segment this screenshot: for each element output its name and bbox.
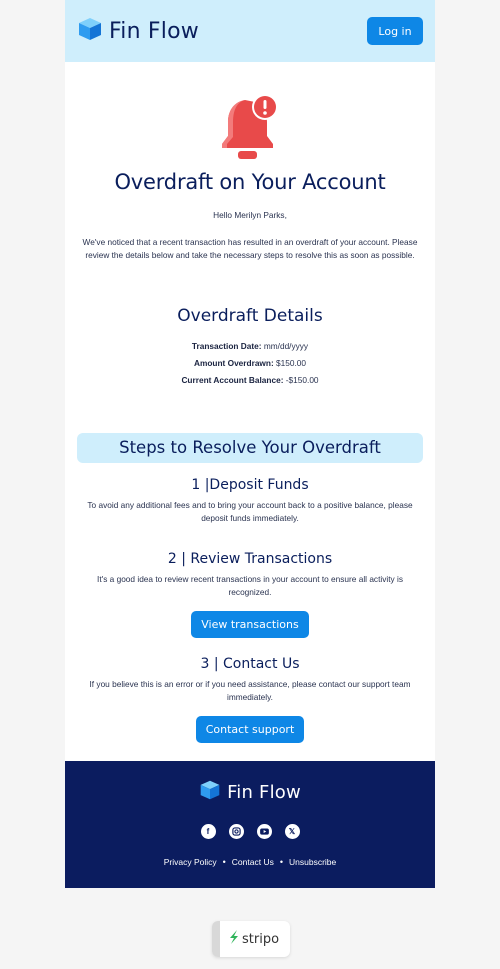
detail-row-transaction-date xyxy=(65,338,435,355)
step-title: 2 | Review Transactions xyxy=(167,550,333,567)
stripo-logo-icon xyxy=(228,929,240,950)
contact-support-button[interactable]: Contact support xyxy=(196,716,304,743)
step-review-transactions xyxy=(65,551,435,638)
contact-us-link[interactable]: Contact Us xyxy=(231,856,274,867)
steps-banner-title: Steps to Resolve Your Overdraft xyxy=(119,438,381,457)
cube-logo-icon xyxy=(199,779,221,806)
details-title: Overdraft Details xyxy=(177,305,323,326)
detail-label: Current Account Balance: xyxy=(181,374,284,385)
footer-brand-name: Fin Flow xyxy=(227,781,301,803)
details-list xyxy=(65,338,435,389)
footer xyxy=(65,761,435,888)
x-icon[interactable]: 𝕏 xyxy=(285,824,300,839)
greeting-text: Hello Merilyn Parks, xyxy=(213,210,287,220)
brand-name: Fin Flow xyxy=(109,18,199,44)
stripo-label: stripo xyxy=(242,931,280,947)
step-text: It's a good idea to review recent transactions in your account to ensure all activity is recognized. xyxy=(97,573,403,597)
unsubscribe-link[interactable]: Unsubscribe xyxy=(289,856,337,867)
social-links xyxy=(65,824,435,839)
brand[interactable] xyxy=(77,16,199,47)
facebook-icon[interactable]: f xyxy=(201,824,216,839)
step-contact-us xyxy=(65,656,435,743)
youtube-icon[interactable] xyxy=(257,824,272,839)
login-button[interactable]: Log in xyxy=(367,17,423,45)
detail-value: -$150.00 xyxy=(285,374,319,385)
detail-value: mm/dd/yyyy xyxy=(263,340,309,351)
footer-brand[interactable] xyxy=(65,779,435,806)
detail-row-current-balance xyxy=(65,372,435,389)
step-title: 1 |Deposit Funds xyxy=(191,476,309,493)
step-title: 3 | Contact Us xyxy=(200,655,300,672)
page-title: Overdraft on Your Account xyxy=(114,170,386,194)
instagram-icon[interactable] xyxy=(229,824,244,839)
steps-banner xyxy=(77,433,423,463)
footer-links: Privacy Policy • Contact Us • Unsubscribe xyxy=(163,856,337,867)
step-text: If you believe this is an error or if you need assistance, please contact our support team immediately. xyxy=(89,678,411,702)
intro-text: We've noticed that a recent transaction has resulted in an overdraft of your account. Please review the details below and take the necessary steps to resolve this as soon as possible. xyxy=(82,236,418,260)
stripo-badge[interactable] xyxy=(212,921,290,957)
main-content xyxy=(65,62,435,761)
detail-label: Transaction Date: xyxy=(191,340,262,351)
detail-row-amount-overdrawn xyxy=(65,355,435,372)
step-deposit-funds xyxy=(65,477,435,526)
header xyxy=(65,0,435,62)
cube-logo-icon xyxy=(77,16,103,47)
detail-value: $150.00 xyxy=(276,357,307,368)
detail-label: Amount Overdrawn: xyxy=(193,357,274,368)
privacy-policy-link[interactable]: Privacy Policy xyxy=(163,856,217,867)
view-transactions-button[interactable]: View transactions xyxy=(191,611,309,638)
alert-bell-icon xyxy=(215,92,285,162)
email-container xyxy=(65,0,435,888)
step-text: To avoid any additional fees and to bring your account back to a positive balance, please deposit funds immediately. xyxy=(87,499,413,523)
